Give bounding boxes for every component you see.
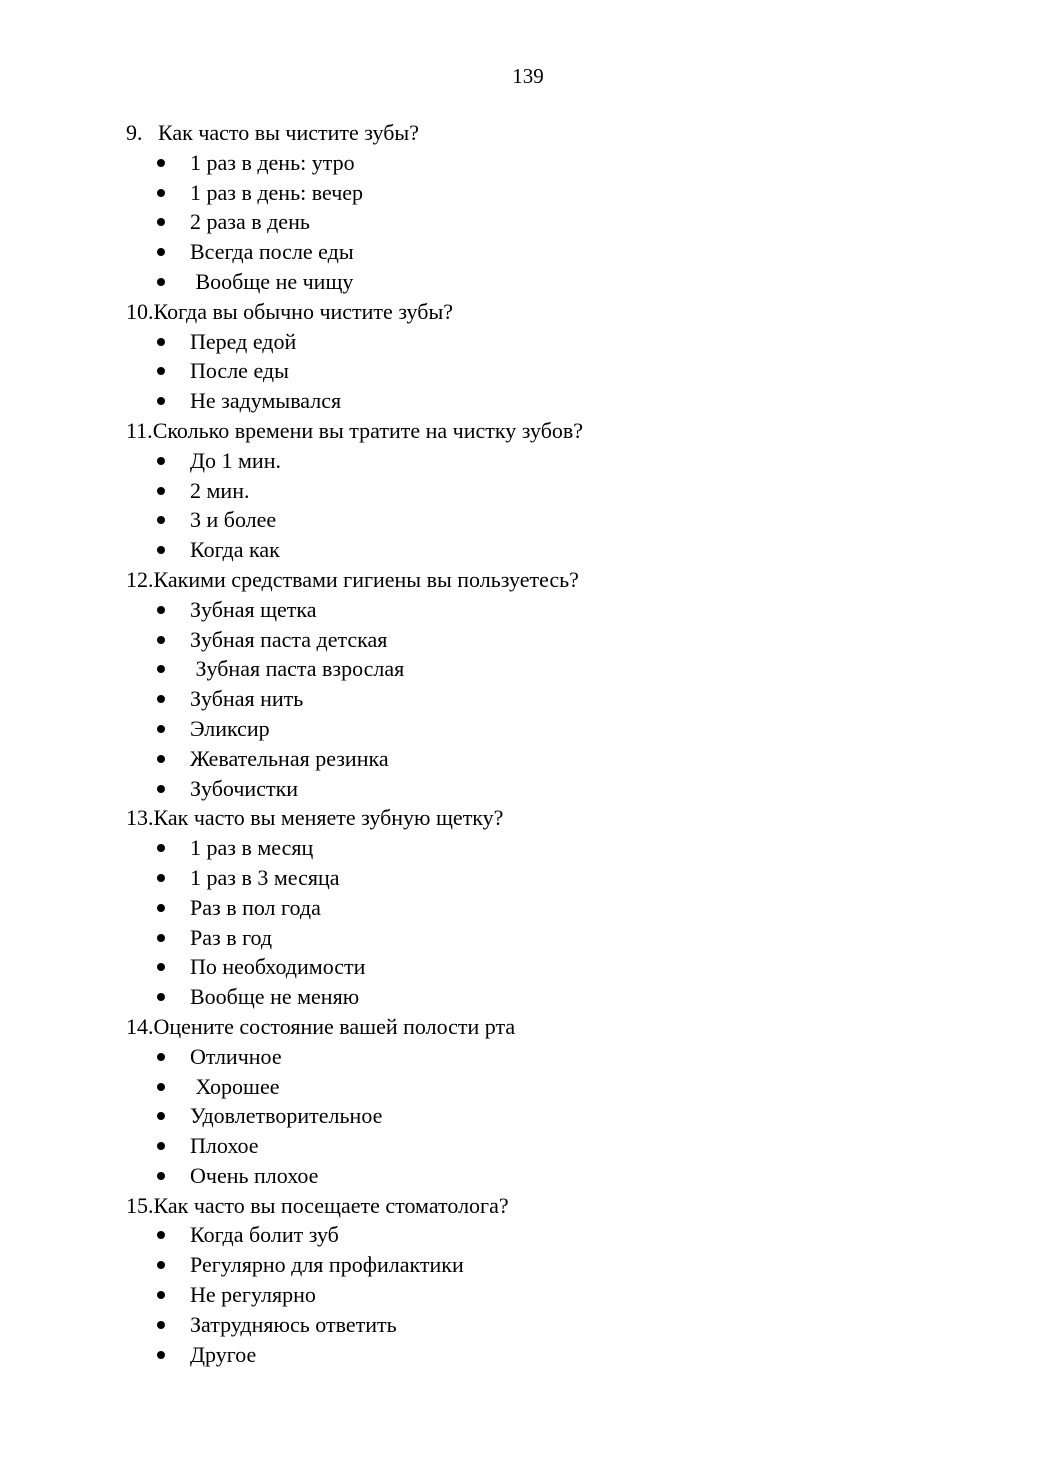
bullet-icon bbox=[157, 248, 165, 256]
bullet-icon bbox=[157, 1351, 165, 1359]
option-text: 1 раз в 3 месяца bbox=[190, 864, 340, 890]
list-item bbox=[126, 1072, 986, 1102]
option-text: 2 раза в день bbox=[190, 209, 310, 235]
list-item bbox=[126, 237, 986, 267]
page-number: 139 bbox=[512, 64, 544, 88]
bullet-icon bbox=[157, 844, 165, 852]
list-item bbox=[126, 446, 986, 476]
bullet-icon bbox=[157, 1321, 165, 1329]
question-text: Когда вы обычно чистите зубы? bbox=[153, 298, 453, 324]
list-item bbox=[126, 1131, 986, 1161]
option-list bbox=[126, 148, 986, 297]
bullet-icon bbox=[157, 1083, 165, 1091]
question-number: 10. bbox=[126, 298, 154, 324]
list-item bbox=[126, 207, 986, 237]
list-item bbox=[126, 1042, 986, 1072]
bullet-icon bbox=[157, 963, 165, 971]
list-item bbox=[126, 982, 986, 1012]
option-text: Всегда после еды bbox=[190, 239, 354, 265]
option-text: Вообще не меняю bbox=[190, 984, 360, 1010]
option-list bbox=[126, 327, 986, 416]
list-item bbox=[126, 1161, 986, 1191]
option-text: Жевательная резинка bbox=[190, 745, 389, 771]
bullet-icon bbox=[157, 993, 165, 1001]
question-13 bbox=[126, 803, 986, 1012]
option-list bbox=[126, 1220, 986, 1369]
question-heading bbox=[126, 1012, 986, 1042]
bullet-icon bbox=[157, 338, 165, 346]
question-text: Как часто вы посещаете стоматолога? bbox=[153, 1192, 509, 1218]
bullet-icon bbox=[157, 278, 165, 286]
option-text: 2 мин. bbox=[190, 477, 250, 503]
option-text: Хорошее bbox=[190, 1073, 280, 1099]
option-text: Зубная щетка bbox=[190, 596, 317, 622]
question-text: Как часто вы чистите зубы? bbox=[158, 120, 419, 145]
option-text: Раз в год bbox=[190, 924, 273, 950]
bullet-icon bbox=[157, 367, 165, 375]
bullet-icon bbox=[157, 785, 165, 793]
question-heading bbox=[126, 803, 986, 833]
question-14 bbox=[126, 1012, 986, 1191]
question-text: Сколько времени вы тратите на чистку зубов? bbox=[152, 417, 584, 443]
question-9 bbox=[126, 118, 986, 297]
bullet-icon bbox=[157, 725, 165, 733]
question-15 bbox=[126, 1191, 986, 1370]
option-text: 1 раз в день: утро bbox=[190, 149, 355, 175]
bullet-icon bbox=[157, 1053, 165, 1061]
option-text: Регулярно для профилактики bbox=[190, 1252, 464, 1278]
question-number: 13. bbox=[126, 805, 154, 831]
list-item bbox=[126, 595, 986, 625]
option-text: Эликсир bbox=[190, 715, 270, 741]
question-heading bbox=[126, 297, 986, 327]
option-text: Зубная паста взрослая bbox=[190, 656, 405, 682]
list-item bbox=[126, 744, 986, 774]
list-item bbox=[126, 625, 986, 655]
option-text: 1 раз в месяц bbox=[190, 835, 314, 861]
list-item bbox=[126, 893, 986, 923]
option-text: Очень плохое bbox=[190, 1162, 319, 1188]
option-text: Отличное bbox=[190, 1043, 282, 1069]
bullet-icon bbox=[157, 546, 165, 554]
question-heading bbox=[126, 416, 986, 446]
option-list bbox=[126, 833, 986, 1012]
bullet-icon bbox=[157, 755, 165, 763]
option-list bbox=[126, 1042, 986, 1191]
list-item bbox=[126, 267, 986, 297]
list-item bbox=[126, 1250, 986, 1280]
option-text: 1 раз в день: вечер bbox=[190, 179, 364, 205]
option-text: По необходимости bbox=[190, 954, 366, 980]
option-text: Зубочистки bbox=[190, 775, 299, 801]
option-text: 3 и более bbox=[190, 507, 277, 533]
list-item bbox=[126, 178, 986, 208]
list-item bbox=[126, 863, 986, 893]
option-text: Когда болит зуб bbox=[190, 1222, 339, 1248]
list-item bbox=[126, 1220, 986, 1250]
question-10 bbox=[126, 297, 986, 416]
question-number: 12. bbox=[126, 566, 154, 592]
option-text: Перед едой bbox=[190, 328, 297, 354]
questionnaire bbox=[126, 118, 986, 1369]
list-item bbox=[126, 386, 986, 416]
list-item bbox=[126, 356, 986, 386]
question-number: 14. bbox=[126, 1013, 154, 1039]
option-text: Затрудняюсь ответить bbox=[190, 1311, 397, 1337]
list-item bbox=[126, 952, 986, 982]
bullet-icon bbox=[157, 397, 165, 405]
question-number: 15. bbox=[126, 1192, 154, 1218]
option-list bbox=[126, 446, 986, 565]
list-item bbox=[126, 1310, 986, 1340]
list-item bbox=[126, 535, 986, 565]
list-item bbox=[126, 327, 986, 357]
option-text: До 1 мин. bbox=[190, 447, 281, 473]
bullet-icon bbox=[157, 695, 165, 703]
list-item bbox=[126, 148, 986, 178]
question-12 bbox=[126, 565, 986, 803]
bullet-icon bbox=[157, 1112, 165, 1120]
list-item bbox=[126, 714, 986, 744]
bullet-icon bbox=[157, 487, 165, 495]
bullet-icon bbox=[157, 1231, 165, 1239]
bullet-icon bbox=[157, 904, 165, 912]
list-item bbox=[126, 1280, 986, 1310]
list-item bbox=[126, 774, 986, 804]
list-item bbox=[126, 684, 986, 714]
list-item bbox=[126, 1340, 986, 1370]
list-item bbox=[126, 923, 986, 953]
question-11 bbox=[126, 416, 986, 565]
question-heading bbox=[126, 565, 986, 595]
bullet-icon bbox=[157, 457, 165, 465]
question-text: Какими средствами гигиены вы пользуетесь? bbox=[153, 566, 579, 592]
bullet-icon bbox=[157, 516, 165, 524]
bullet-icon bbox=[157, 189, 165, 197]
question-text: Как часто вы меняете зубную щетку? bbox=[153, 805, 504, 831]
bullet-icon bbox=[157, 636, 165, 644]
option-text: Плохое bbox=[190, 1133, 259, 1159]
question-text: Оцените состояние вашей полости рта bbox=[153, 1013, 516, 1039]
list-item bbox=[126, 833, 986, 863]
list-item bbox=[126, 505, 986, 535]
list-item bbox=[126, 1101, 986, 1131]
question-heading bbox=[126, 118, 986, 148]
list-item bbox=[126, 654, 986, 684]
question-number: 11. bbox=[126, 417, 153, 443]
bullet-icon bbox=[157, 1291, 165, 1299]
bullet-icon bbox=[157, 874, 165, 882]
option-text: Когда как bbox=[190, 537, 280, 563]
option-text: Не задумывался bbox=[190, 388, 342, 414]
option-text: Раз в пол года bbox=[190, 894, 321, 920]
bullet-icon bbox=[157, 1142, 165, 1150]
bullet-icon bbox=[157, 665, 165, 673]
bullet-icon bbox=[157, 1172, 165, 1180]
bullet-icon bbox=[157, 159, 165, 167]
option-text: Вообще не чищу bbox=[190, 268, 354, 294]
bullet-icon bbox=[157, 934, 165, 942]
option-text: Не регулярно bbox=[190, 1282, 316, 1308]
option-text: После еды bbox=[190, 358, 289, 384]
list-item bbox=[126, 476, 986, 506]
option-text: Другое bbox=[190, 1341, 257, 1367]
bullet-icon bbox=[157, 1261, 165, 1269]
question-heading bbox=[126, 1191, 986, 1221]
option-text: Зубная нить bbox=[190, 686, 304, 712]
option-text: Зубная паста детская bbox=[190, 626, 388, 652]
option-list bbox=[126, 595, 986, 804]
question-number: 9. bbox=[126, 120, 143, 145]
bullet-icon bbox=[157, 606, 165, 614]
bullet-icon bbox=[157, 218, 165, 226]
option-text: Удовлетворительное bbox=[190, 1103, 383, 1129]
